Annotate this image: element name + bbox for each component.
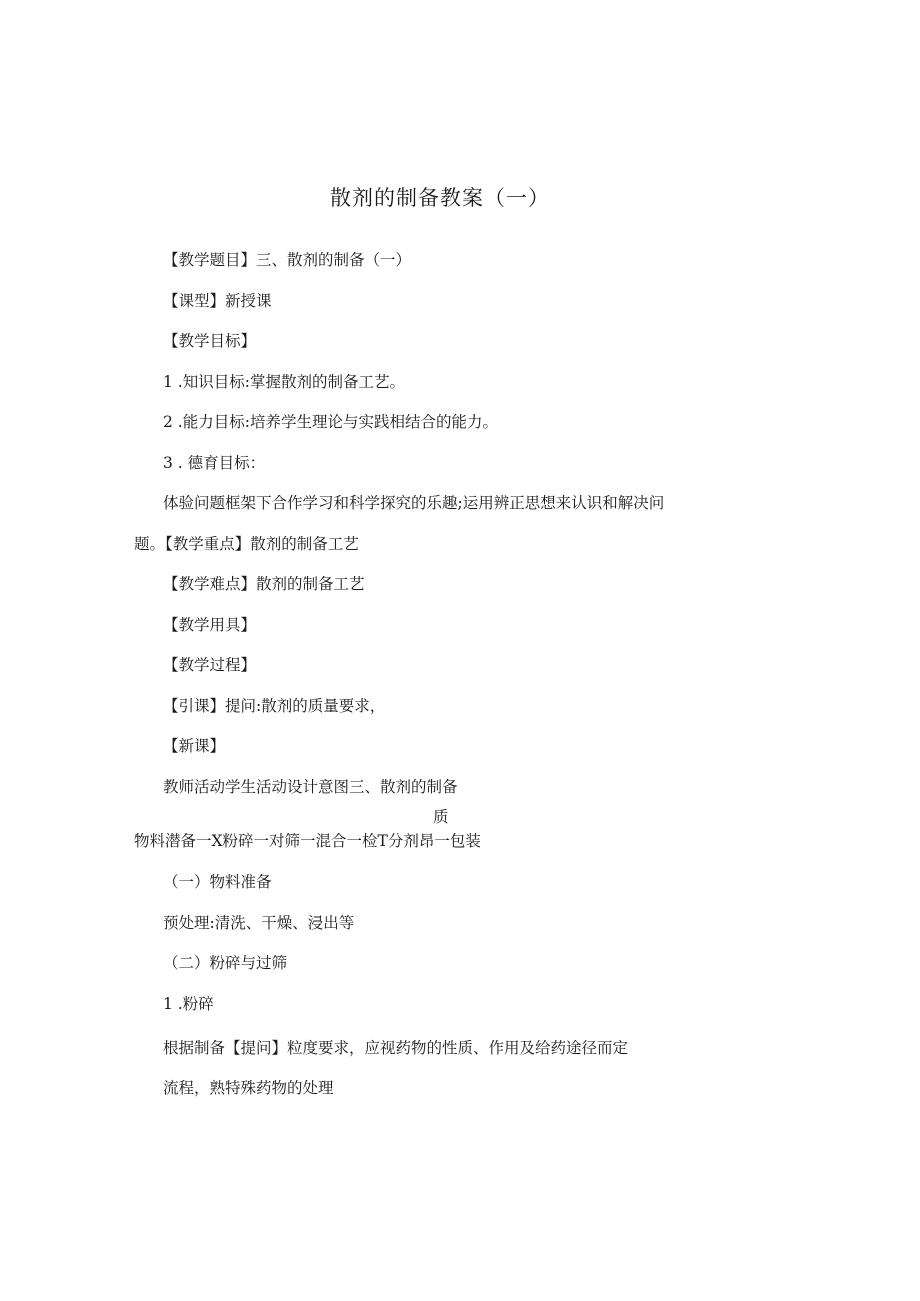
- goal-knowledge-line: 1 .知识目标:掌握散剂的制备工艺。: [163, 373, 405, 391]
- key-points-line: 题。【教学重点】散剂的制备工艺: [134, 535, 359, 553]
- document-title: 散剂的制备教案（一）: [330, 186, 550, 210]
- special-drug-line: 流程，熟特殊药物的处理: [163, 1079, 334, 1097]
- new-lesson-heading: 【新课】: [163, 737, 226, 755]
- goal-moral-line: 3 . 德育目标：: [163, 454, 266, 472]
- crushing-text-line: 根据制备【提问】粒度要求，应视药物的性质、作用及给药途径而定: [163, 1039, 629, 1057]
- teaching-goals-heading: 【教学目标】: [163, 332, 257, 350]
- crushing-subheading: 1 .粉碎: [163, 995, 214, 1013]
- lesson-type-line: 【课型】新授课: [163, 292, 272, 310]
- pretreatment-line: 预处理:清洗、干燥、浸出等: [163, 914, 355, 932]
- section-crushing-sieving: （二）粉碎与过筛: [163, 954, 288, 972]
- difficult-points-line: 【教学难点】散剂的制备工艺: [163, 575, 365, 593]
- activity-header-line: 教师活动学生活动设计意图三、散剂的制备: [163, 778, 458, 796]
- flow-superscript: 质: [433, 808, 449, 826]
- teaching-tools-heading: 【教学用具】: [163, 616, 257, 634]
- section-material-prep: （一）物料准备: [163, 873, 272, 891]
- moral-goal-text-line: 体验问题框架下合作学习和科学探究的乐趣;运用辨正思想来认识和解决问: [163, 494, 665, 512]
- teaching-process-heading: 【教学过程】: [163, 656, 257, 674]
- process-flow-line: 物料潜备一X粉碎一对筛一混合一检T分剂昂一包装: [134, 832, 481, 850]
- introduction-line: 【引课】提问:散剂的质量要求，: [163, 697, 386, 715]
- goal-ability-line: 2 .能力目标:培养学生理论与实践相结合的能力。: [163, 413, 498, 431]
- teaching-topic-line: 【教学题目】三、散剂的制备（一）: [163, 251, 412, 269]
